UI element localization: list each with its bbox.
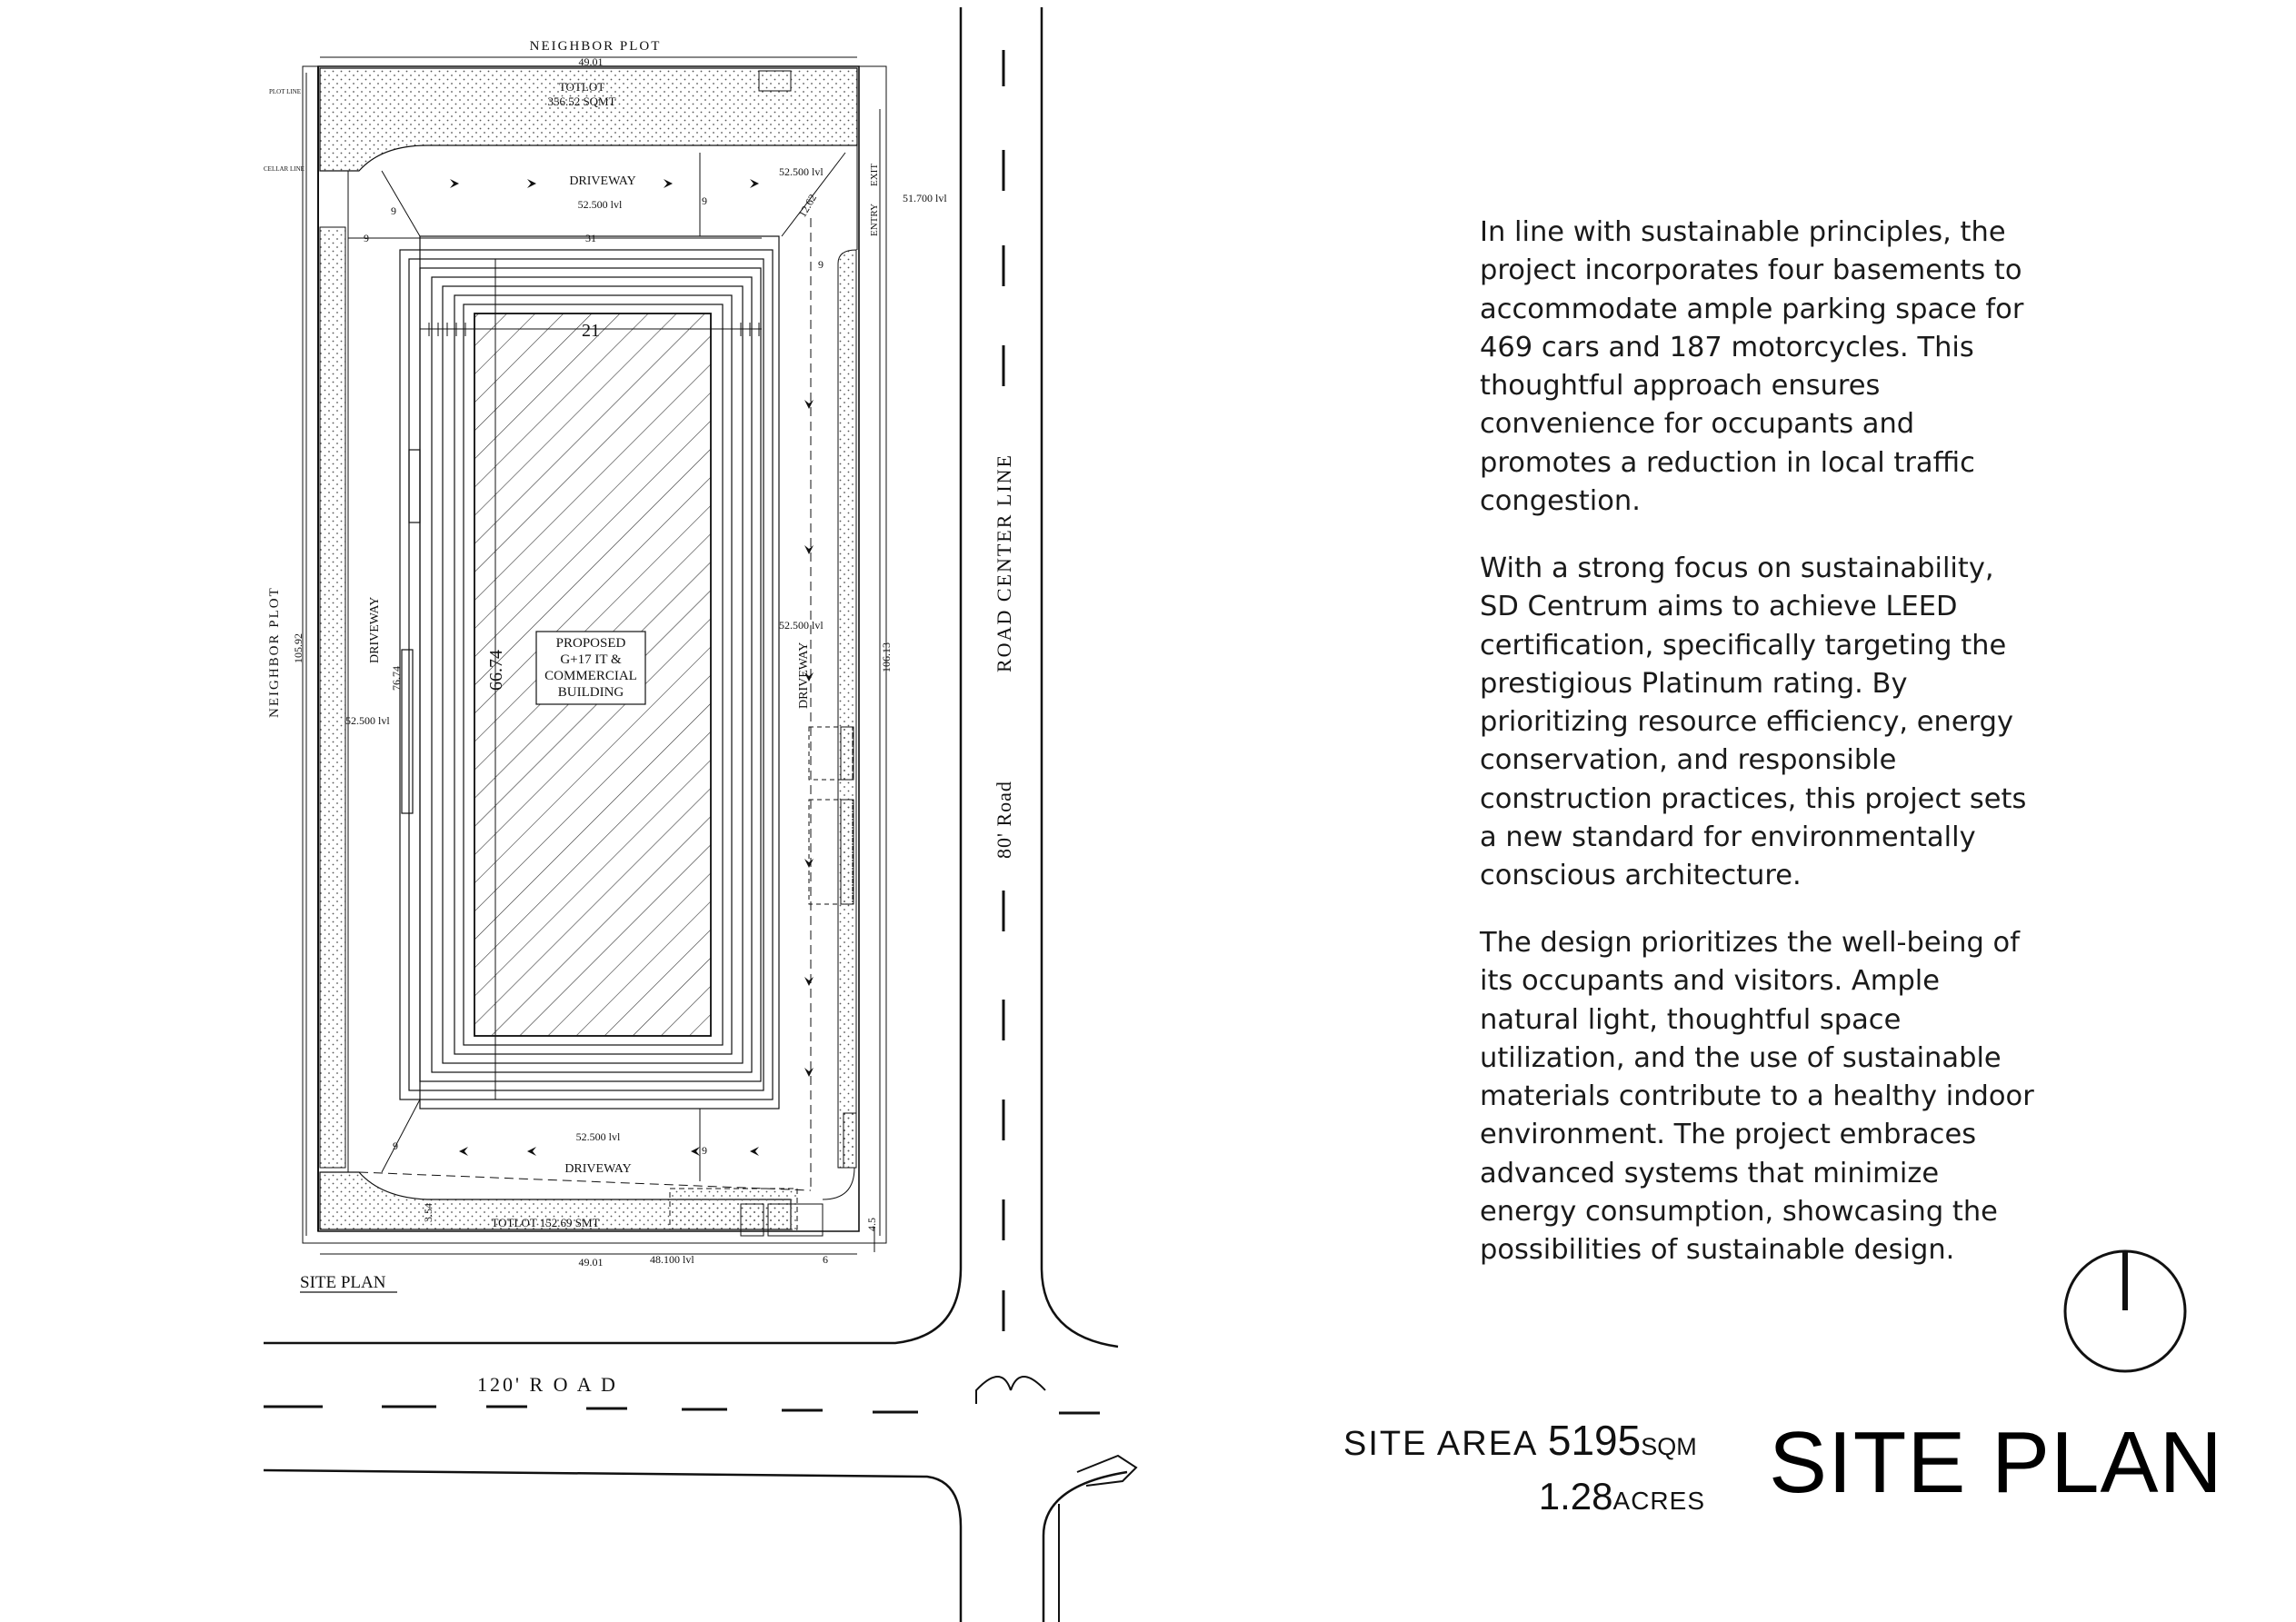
dim-building-width: 21 [582, 321, 600, 341]
dim-top-width: 49.01 [578, 55, 604, 68]
driveway-bottom-label: DRIVEWAY [564, 1162, 632, 1176]
building-label-line2: G+17 IT & [560, 652, 622, 667]
road-center-line-label: ROAD CENTER LINE [993, 453, 1015, 672]
totlot-top-area: 356.52 SQMT [547, 95, 616, 108]
page-title: SITE PLAN [1769, 1414, 2223, 1511]
dim-right-depth: 106.13 [880, 642, 893, 672]
building-label-line3: COMMERCIAL [544, 669, 637, 683]
dim-four-five: 4.5 [865, 1218, 878, 1231]
dim-nine-bottom-diag: 9 [393, 1139, 398, 1152]
dim-bottom-offset: 3.54 [422, 1203, 434, 1222]
entry-label: ENTRY [869, 203, 880, 236]
dim-six: 6 [823, 1253, 828, 1266]
level-right: 52.500 lvl [779, 619, 824, 632]
building-label-line4: BUILDING [557, 685, 624, 700]
road-80-label: 80' Road [993, 781, 1015, 859]
building-label-line1: PROPOSED [555, 636, 626, 651]
plot-line-label: PLOT LINE [269, 88, 302, 95]
description-paragraph-2: With a strong focus on sustainability, SD Centrum aims to achieve LEED certification, specifically targeting the prestigious Platinum rating. By prioritizing resource efficiency, energy conservation, and responsible construction practices, this project sets a new standard for environmentally conscious architecture. [1480, 552, 2027, 892]
dim-nine-bottom: 9 [702, 1144, 707, 1157]
dim-nine-right: 9 [818, 258, 824, 271]
dim-building-depth: 66.74 [486, 650, 506, 691]
site-area [1343, 1416, 1697, 1465]
totlot-bottom-label: TOTLOT 152.69 SMT [491, 1216, 600, 1229]
north-arrow-icon [2065, 1251, 2185, 1371]
road-120-label: 120' R O A D [477, 1373, 618, 1396]
acres-unit: ACRES [1612, 1487, 1705, 1515]
level-top-center: 52.500 lvl [577, 198, 623, 211]
driveway-right-label: DRIVEWAY [797, 642, 811, 709]
level-top-right: 52.500 lvl [779, 165, 824, 178]
description-paragraph-3: The design prioritizes the well-being of its occupants and visitors. Ample natural light, thoughtful space utilization, and the use of sustainable materials contribute to a healthy indoor environment. The project embraces advanced systems that minimize energy consumption, showcasing the possibilities of sustainable design. [1480, 927, 2034, 1267]
cellar-line-label: CELLAR LINE [264, 165, 304, 173]
site-area-label: SITE AREA [1343, 1425, 1537, 1463]
neighbor-plot-left: NEIGHBOR PLOT [267, 586, 282, 718]
dim-inner-depth: 76.74 [390, 666, 403, 691]
neighbor-plot-top: NEIGHBOR PLOT [529, 39, 662, 54]
dim-setback-width: 31 [585, 232, 596, 244]
level-left: 52.500 lvl [345, 714, 390, 727]
level-bottom: 52.500 lvl [575, 1130, 621, 1143]
driveway-top-label: DRIVEWAY [569, 174, 636, 188]
landscape-strip-right [838, 250, 856, 1168]
level-bottom-dim: 48.100 lvl [650, 1253, 694, 1266]
level-road: 51.700 lvl [903, 192, 947, 204]
description-paragraph-1: In line with sustainable principles, the project incorporates four basements to accommodate ample parking space for 469 cars and 187 motorcycles. This thoughtful approach ensures convenience for occupants and promotes a reduction in local traffic congestion. [1480, 216, 2024, 518]
dim-left-depth: 105.92 [292, 633, 304, 663]
acres-value: 1.28 [1538, 1475, 1613, 1518]
driveway-left-label: DRIVEWAY [368, 596, 382, 663]
dim-nine-top: 9 [702, 194, 707, 207]
dim-nine-diag: 9 [391, 204, 396, 217]
dim-top-diag: 12.62 [795, 192, 820, 220]
site-acres [1539, 1475, 1705, 1518]
exit-label: EXIT [869, 163, 880, 186]
dim-bottom-width: 49.01 [578, 1256, 604, 1269]
site-area-value: 5195 [1547, 1417, 1642, 1464]
site-plan-caption: SITE PLAN [300, 1273, 386, 1292]
site-area-unit: SQM [1641, 1433, 1697, 1460]
totlot-top-label: TOTLOT [558, 80, 605, 94]
landscape-strip-left [320, 227, 345, 1168]
dim-nine-left: 9 [364, 232, 369, 244]
